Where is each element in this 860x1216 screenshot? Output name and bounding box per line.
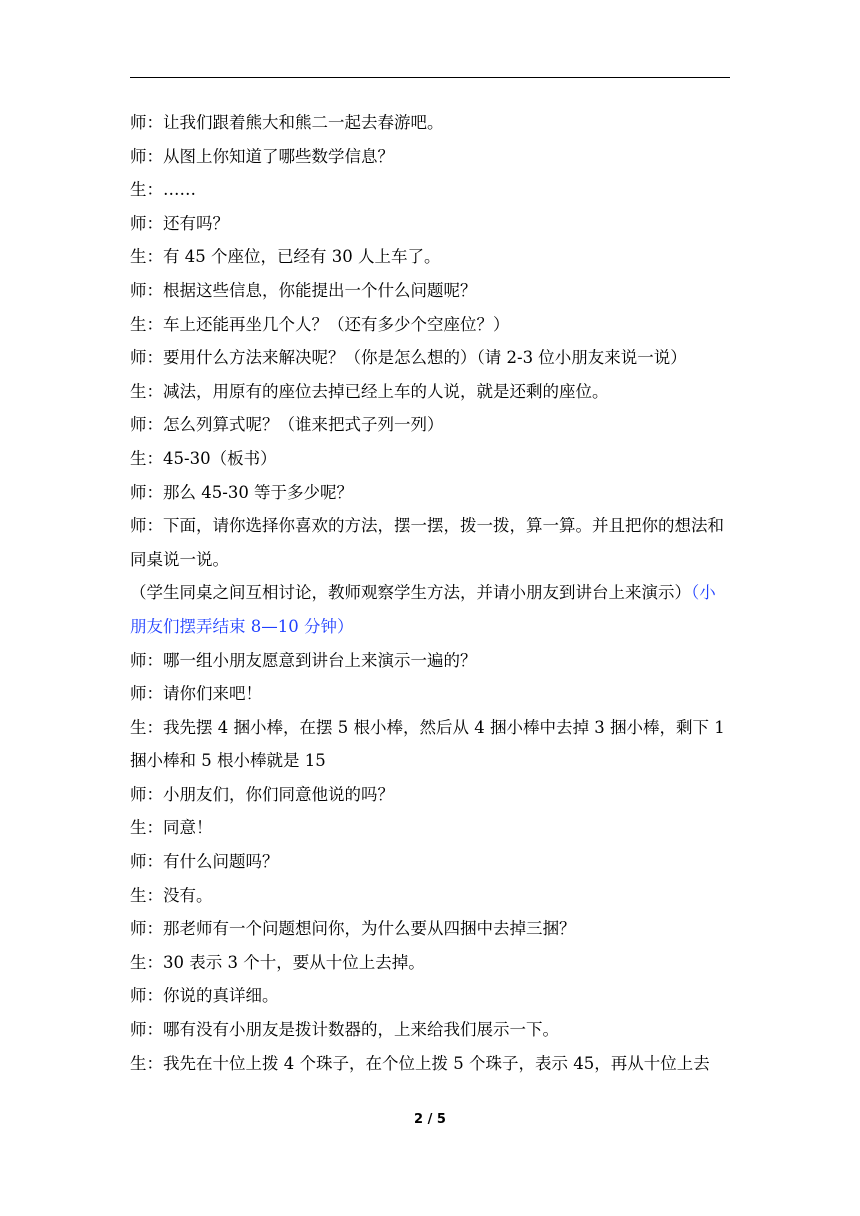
dialogue-line: 生：车上还能再坐几个人？（还有多少个空座位？） bbox=[130, 314, 510, 334]
dialogue-line: 师：要用什么方法来解决呢？（你是怎么想的）（请 2-3 位小朋友来说一说） bbox=[130, 348, 687, 368]
document-body bbox=[130, 106, 730, 1080]
dialogue-line: 师：还有吗？ bbox=[130, 213, 229, 233]
dialogue-line: 师：小朋友们，你们同意他说的吗？ bbox=[130, 784, 394, 804]
dialogue-line: 生：我先在十位上拨 4 个珠子，在个位上拨 5 个珠子，表示 45，再从十位上去 bbox=[130, 1053, 710, 1073]
dialogue-line: 师：下面，请你选择你喜欢的方法，摆一摆，拨一拨，算一算。并且把你的想法和同桌说一说。 bbox=[130, 516, 724, 569]
dialogue-line: 师：请你们来吧！ bbox=[130, 684, 262, 704]
dialogue-line: 师：有什么问题吗？ bbox=[130, 852, 279, 872]
dialogue-line: 师：怎么列算式呢？（谁来把式子列一列） bbox=[130, 415, 444, 435]
dialogue-line: 生：…… bbox=[130, 180, 196, 200]
teaching-note-text: （学生同桌之间互相讨论，教师观察学生方法，并请小朋友到讲台上来演示） bbox=[130, 583, 691, 603]
dialogue-line: 生：同意！ bbox=[130, 818, 213, 838]
dialogue-line: 师：哪一组小朋友愿意到讲台上来演示一遍的？ bbox=[130, 650, 477, 670]
dialogue-line: 生：有 45 个座位，已经有 30 人上车了。 bbox=[130, 247, 441, 267]
dialogue-line: 师：那么 45-30 等于多少呢？ bbox=[130, 482, 354, 502]
dialogue-line: 师：你说的真详细。 bbox=[130, 986, 279, 1006]
dialogue-line: 生：30 表示 3 个十，要从十位上去掉。 bbox=[130, 952, 425, 972]
dialogue-line: 师：从图上你知道了哪些数学信息？ bbox=[130, 146, 394, 166]
dialogue-line: 生：我先摆 4 捆小棒，在摆 5 根小棒，然后从 4 捆小棒中去掉 3 捆小棒，剩下 1 捆小棒和 5 根小棒就是 15 bbox=[130, 717, 725, 771]
teaching-note-timing: （小朋友们摆弄结束 8—10 分钟） bbox=[130, 583, 716, 636]
dialogue-line: 生：45-30（板书） bbox=[130, 448, 277, 468]
page-number: 2 / 5 bbox=[414, 1112, 446, 1127]
dialogue-line: 师：让我们跟着熊大和熊二一起去春游吧。 bbox=[130, 113, 444, 132]
teaching-note bbox=[130, 576, 730, 643]
dialogue-line: 师：哪有没有小朋友是拨计数器的，上来给我们展示一下。 bbox=[130, 1020, 559, 1040]
header-rule bbox=[130, 77, 730, 78]
dialogue-line: 师：根据这些信息，你能提出一个什么问题呢？ bbox=[130, 280, 477, 300]
dialogue-line: 生：没有。 bbox=[130, 885, 213, 905]
dialogue-line: 师：那老师有一个问题想问你，为什么要从四捆中去掉三捆？ bbox=[130, 919, 576, 939]
dialogue-line: 生：减法，用原有的座位去掉已经上车的人说，就是还剩的座位。 bbox=[130, 381, 609, 401]
